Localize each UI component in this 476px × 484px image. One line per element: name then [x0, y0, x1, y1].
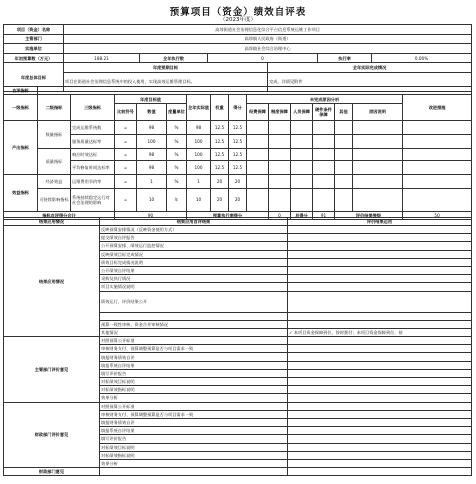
goals-planned-label: 年度预期目标 — [64, 63, 268, 73]
ind-cmp: = — [115, 120, 137, 134]
ind-value: 98 — [137, 120, 167, 134]
audit-item: 填报系统自评结果 — [100, 361, 288, 369]
ind-actual: 100 — [187, 160, 211, 174]
ind-unit: % — [167, 174, 187, 188]
ind-unit: 年 — [167, 188, 187, 211]
audit-item: 填写评价报告 — [100, 369, 288, 377]
ind-cmp: = — [115, 188, 137, 211]
col-value: 数值 — [137, 103, 167, 120]
col-remark: 原因说明 — [353, 103, 403, 120]
budget-label: 年初预算数（万元） — [4, 53, 64, 63]
ind-third: 平均修复时间达标率 — [71, 160, 115, 174]
ind-unit: % — [167, 134, 187, 148]
audit-item: 对照预算公开标准 — [100, 337, 288, 345]
impl-label: 实施单位 — [4, 44, 64, 54]
section-2-label: 主管部门评价意见 — [4, 337, 100, 403]
col-score: 得分 — [229, 95, 247, 120]
col-hardware: 硬件条件保障 — [313, 103, 335, 120]
col-other: 其他 — [335, 103, 353, 120]
col-year-target: 年度目标值 — [115, 95, 187, 103]
ind-second: 质量指标 — [38, 148, 71, 174]
goals-actual-text: 完成，详情见附件 — [268, 72, 472, 91]
budget-value: 188.21 — [64, 53, 140, 63]
ind-third: 服务质量达标率 — [71, 134, 115, 148]
audit-item: 审核财务支付、预算调整预算是否与项目需求一致 — [100, 345, 288, 353]
ind-second: 可持续影响指标 — [38, 188, 71, 211]
dept-label: 主管部门 — [4, 34, 64, 44]
audit-table — [3, 217, 472, 476]
audit-right-header: 评价结果运用 — [288, 218, 472, 226]
audit-item: 填报财务绩效自评 — [100, 418, 288, 426]
ind-score: 12.5 — [229, 160, 247, 174]
indicator-table — [3, 86, 472, 220]
col-improve: 改进措施 — [403, 95, 472, 120]
audit-item: 填报财务绩效自评 — [100, 353, 288, 361]
col-weight: 权重 — [211, 95, 229, 120]
audit-item: 效果分析 — [100, 394, 288, 402]
ind-cmp: = — [115, 148, 137, 160]
ind-third: 响应时效达标 — [71, 148, 115, 160]
ind-actual: 100 — [187, 148, 211, 160]
ind-actual: 1 — [187, 174, 211, 188]
section-4-label: 财政部门意见 — [4, 468, 100, 476]
ind-score: 20 — [229, 188, 247, 211]
group-output: 产出指标 — [4, 120, 38, 174]
ind-second: 数量指标 — [38, 120, 71, 148]
section-1-label: 结果应用情况 — [4, 226, 100, 337]
totals-score: 90 — [115, 211, 187, 219]
col-first: 一级指标 — [4, 95, 38, 120]
col-system: 制度保障 — [269, 103, 291, 120]
audit-item: 提交绩效自评报告 — [100, 234, 288, 242]
totals-grade: 50 — [403, 211, 472, 219]
ind-third: 完成运维系统数 — [71, 120, 115, 134]
audit-item: 填写评价报告 — [100, 435, 288, 443]
goals-actual-label: 全年实际完成情况 — [268, 63, 472, 73]
audit-item — [100, 312, 288, 320]
audit-item: 对标绩效指标说明 — [100, 451, 288, 459]
header-table — [3, 24, 472, 92]
ind-actual: 98 — [187, 120, 211, 134]
audit-item: 绩效目标完成情况说明 — [100, 258, 288, 266]
col-third: 三级指标 — [71, 95, 115, 120]
ind-value: 98 — [137, 160, 167, 174]
totals-grade-label: 评价结果等级 — [335, 211, 403, 219]
ind-unit: % — [167, 120, 187, 134]
project-name: 高埗街道社会治理信息化综合平台信息系统运维工作项目 — [64, 25, 472, 35]
ind-cmp: = — [115, 134, 137, 148]
annual-value: 0 — [208, 53, 318, 63]
audit-left-header: 结果应用情况 — [4, 218, 100, 226]
totals-exec-label: 预算执行率得分 — [187, 211, 269, 219]
self-eval-label: 自评指标 — [4, 87, 38, 95]
col-compare: 比较符号 — [115, 103, 137, 120]
goals-planned-text: 项目在街道社会治理信息系统中的投入使用，实现高效运维管理目标。 — [64, 72, 268, 91]
ind-value: 100 — [137, 134, 167, 148]
ind-weight: 12.5 — [211, 148, 229, 160]
audit-note: ✓ 本项目资金保障到位，按时拨付；本项目资金保障到位，按 — [288, 328, 472, 336]
impl-value: 高埗镇社会综合治理中心 — [64, 44, 472, 54]
ind-score: 12.5 — [229, 134, 247, 148]
ind-score: 12.5 — [229, 148, 247, 160]
audit-item: 预算一致性审核、资金合并审核情况 — [100, 320, 288, 328]
ind-value: 1 — [137, 174, 167, 188]
project-name-label: 项目（资金）名称 — [4, 25, 64, 35]
ind-score: 12.5 — [229, 120, 247, 134]
ind-value: 10 — [137, 188, 167, 211]
ind-second: 经济效益 — [38, 174, 71, 188]
ind-score: 20 — [229, 174, 247, 188]
report-title: 预算项目（资金）绩效自评表 — [169, 7, 307, 18]
goals-row-label: 年度总体目标 — [4, 63, 64, 92]
col-staff: 人员保障 — [291, 103, 313, 120]
ind-cmp: = — [115, 160, 137, 174]
group-effect: 效益指标 — [4, 174, 38, 211]
ind-unit: % — [167, 148, 187, 160]
totals-exec: 0 — [269, 211, 291, 219]
audit-item: 对标绩效指标说明 — [100, 386, 288, 394]
report-year: （2023年度） — [220, 17, 256, 23]
totals-total-label: 总得分 — [291, 211, 313, 219]
audit-mid-header: 结果应用自评结果 — [100, 218, 288, 226]
totals-total: 91 — [313, 211, 335, 219]
ind-third: 运维费用节约率 — [71, 174, 115, 188]
rate-label: 执行率 — [318, 53, 372, 63]
audit-item: 其他情况 — [100, 328, 288, 336]
ind-third: 系统持续稳定运行对社会治理的影响 — [71, 188, 115, 211]
ind-value: 98 — [137, 148, 167, 160]
rate-value: 0.00% — [372, 53, 472, 63]
audit-item: 反映绩效目标完成情况 — [100, 250, 288, 258]
col-unit: 度量单位 — [167, 103, 187, 120]
col-unmet: 未完成原因分析 — [247, 95, 403, 103]
ind-cmp: = — [115, 174, 137, 188]
audit-item: 对照预算公开标准 — [100, 402, 288, 410]
col-second: 二级指标 — [38, 95, 71, 120]
audit-item: 效果分析 — [100, 459, 288, 467]
audit-item: 对标绩效目标说明 — [100, 443, 288, 451]
audit-item: 反映预算安排情况（反映资金使用方式） — [100, 226, 288, 234]
totals-score-label: 指标自评得分合计 — [4, 211, 115, 219]
audit-item: 公开预算安排、绩效运行监控情况 — [100, 242, 288, 250]
ind-actual: 100 — [187, 134, 211, 148]
audit-item: 项目实施情况说明 — [100, 283, 288, 291]
ind-weight: 20 — [211, 188, 229, 211]
ind-unit: % — [167, 160, 187, 174]
audit-item: 对标绩效目标说明 — [100, 378, 288, 386]
ind-weight: 12.5 — [211, 134, 229, 148]
ind-weight: 12.5 — [211, 120, 229, 134]
audit-item: 公开绩效自评结果 — [100, 266, 288, 274]
audit-item: 绩效运行、评价结果公开 — [100, 291, 288, 312]
section-3-label: 财政部门评价意见 — [4, 402, 100, 468]
audit-item: 审核财务支付、预算调整预算是否与项目需求一致 — [100, 410, 288, 418]
dept-value: 高埗镇人民政府（街道） — [64, 34, 472, 44]
col-actual: 全年实际值 — [187, 95, 211, 120]
audit-item: 填报系统自评结果 — [100, 427, 288, 435]
col-fund: 经费保障 — [247, 103, 269, 120]
ind-actual: 10 — [187, 188, 211, 211]
ind-weight: 20 — [211, 174, 229, 188]
ind-weight: 12.5 — [211, 160, 229, 174]
audit-item: 采购及执行情况 — [100, 275, 288, 283]
annual-label: 全年执行数 — [140, 53, 208, 63]
